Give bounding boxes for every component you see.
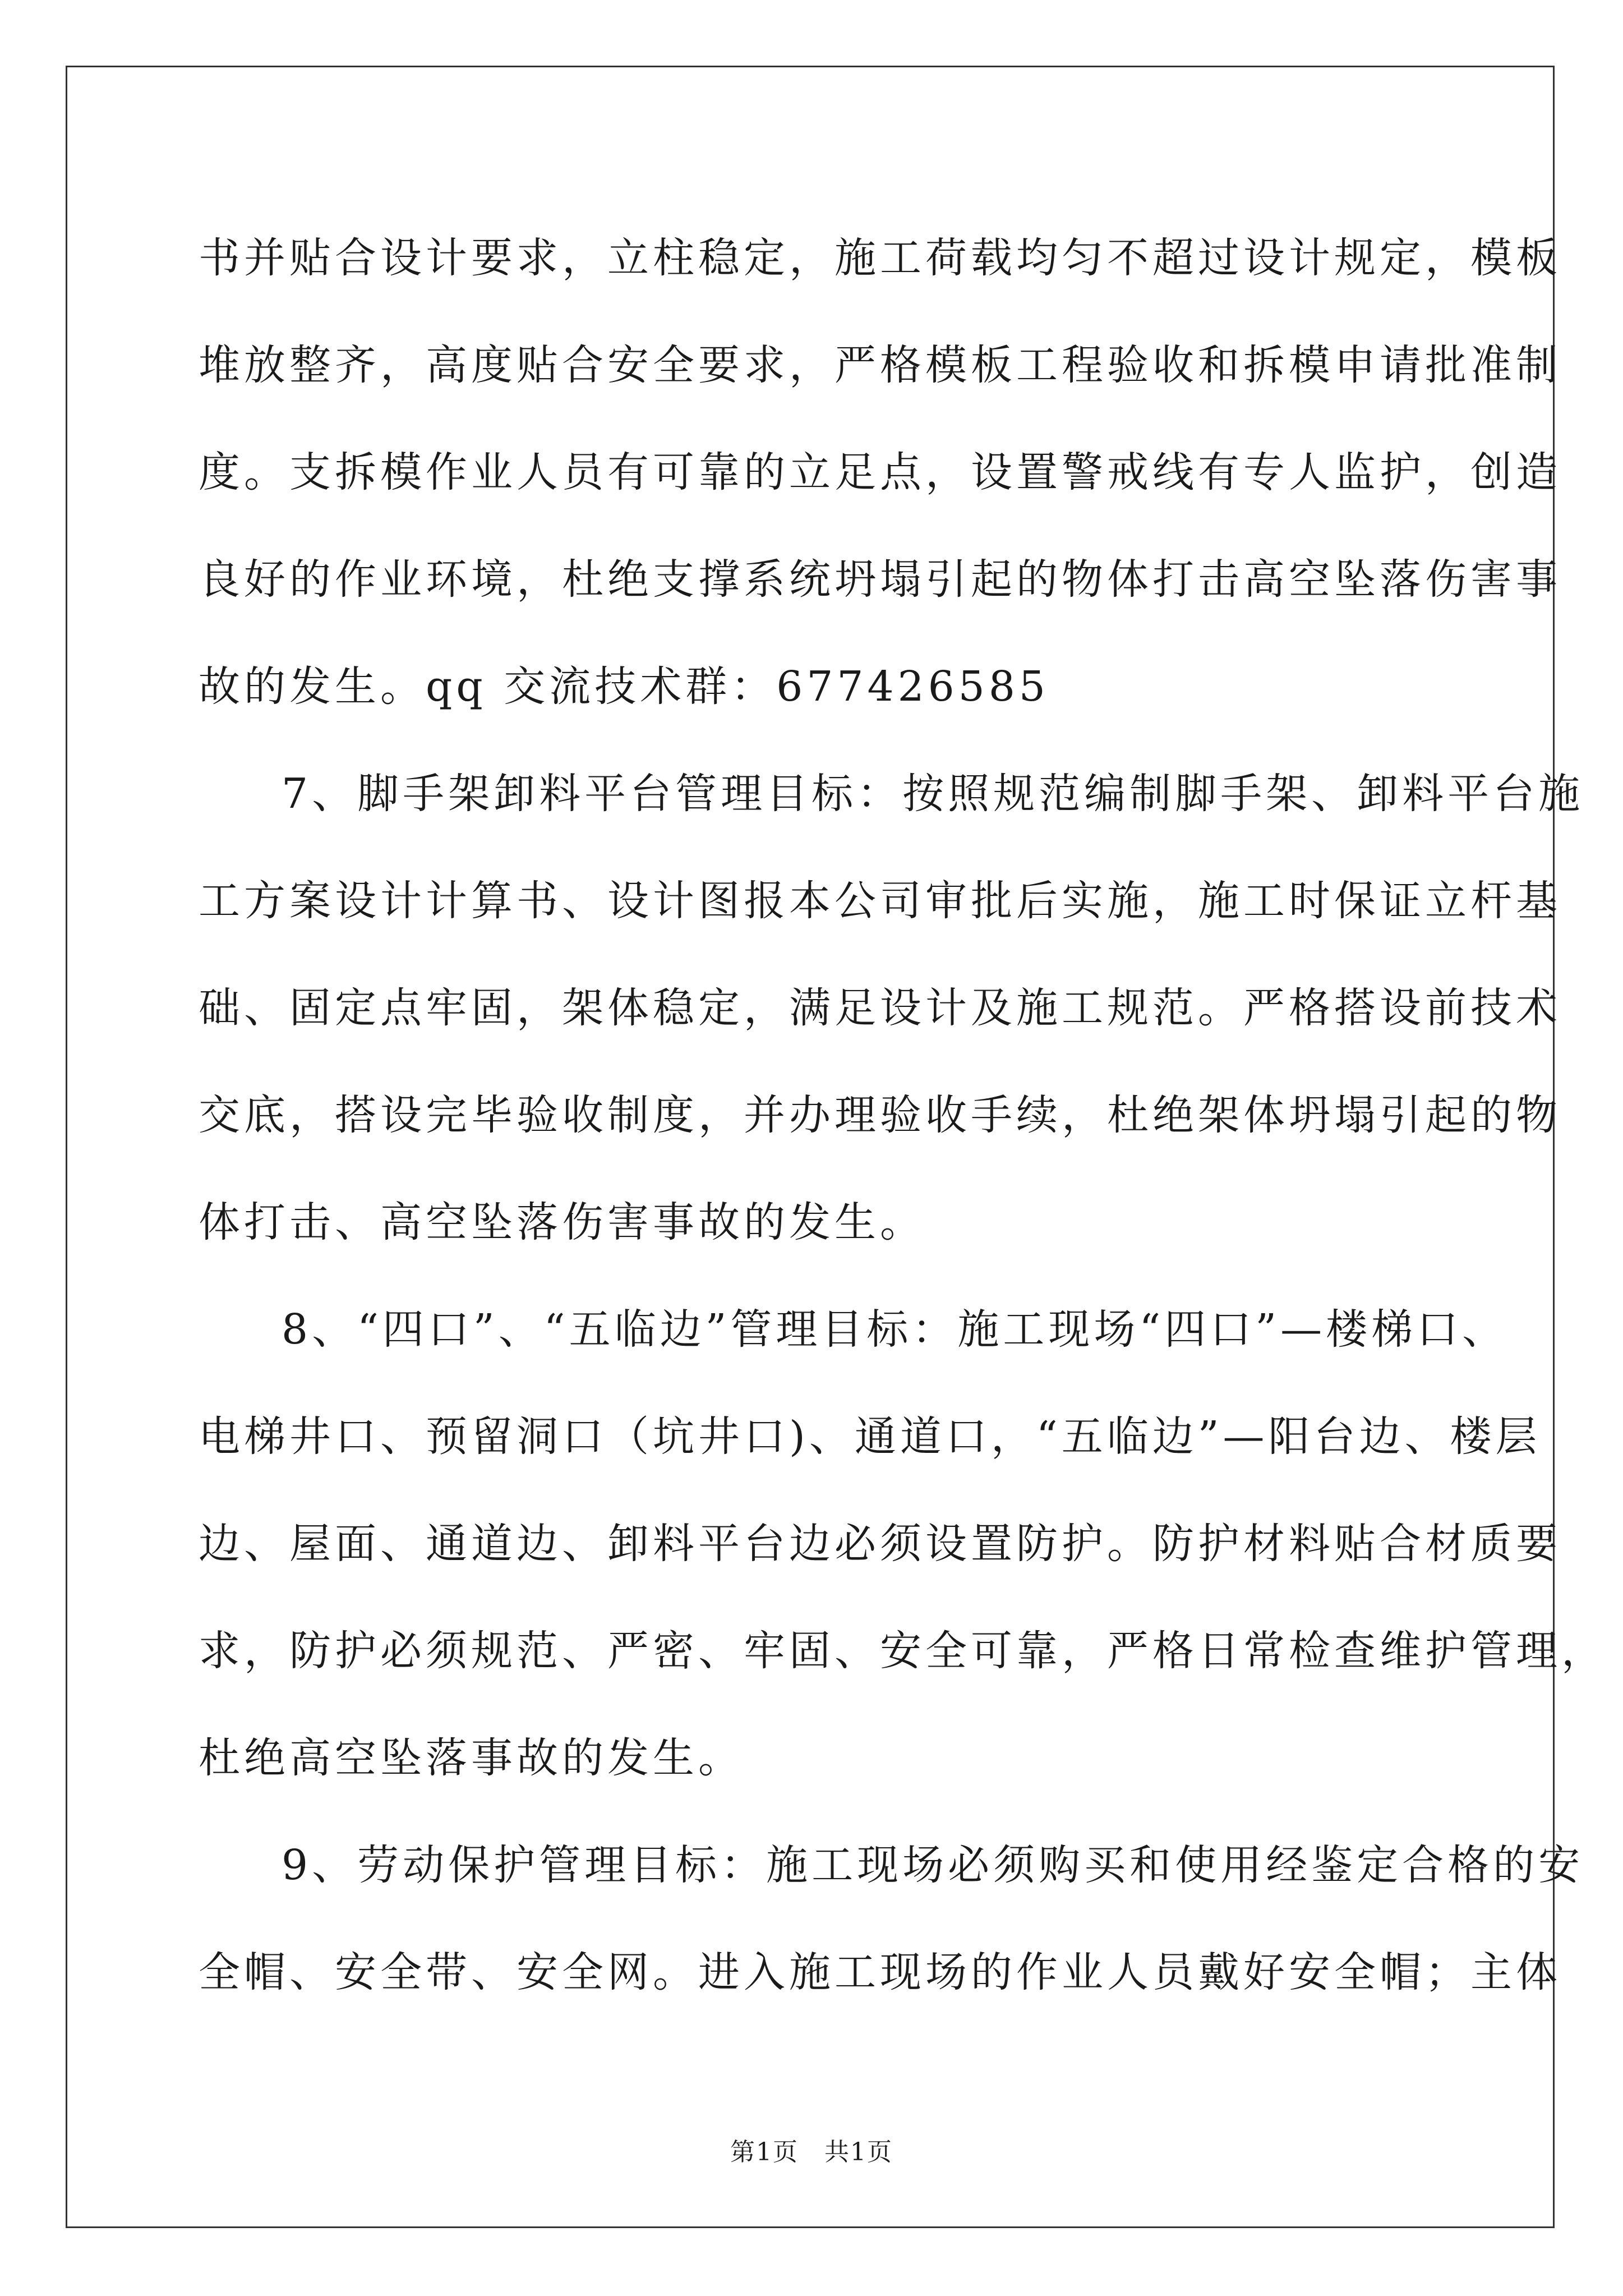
text-line: 故的发生。qq 交流技术群：677426585 (199, 662, 1049, 711)
text-line: 求，防护必须规范、严密、牢固、安全可靠，严格日常检查维护管理， (199, 1627, 1607, 1675)
text-line: 边、屋面、通道边、卸料平台边必须设置防护。防护材料贴合材质要 (199, 1520, 1561, 1568)
text-line: 电梯井口、预留洞口（坑井口)、通道口，“五临边”—阳台边、楼层 (199, 1412, 1541, 1461)
text-line: 体打击、高空坠落伤害事故的发生。 (199, 1198, 925, 1246)
paragraph-first-line: 8、“四口”、“五临边”管理目标：施工现场“四口”—楼梯口、 (282, 1305, 1508, 1354)
text-line: 书并贴合设计要求，立柱稳定，施工荷载均匀不超过设计规定，模板 (199, 234, 1561, 282)
text-line: 工方案设计计算书、设计图报本公司审批后实施，施工时保证立杆基 (199, 877, 1561, 925)
text-line: 杜绝高空坠落事故的发生。 (199, 1734, 744, 1782)
paragraph-first-line: 9、劳动保护管理目标：施工现场必须购买和使用经鉴定合格的安 (282, 1841, 1584, 1889)
paragraph-first-line: 7、脚手架卸料平台管理目标：按照规范编制脚手架、卸料平台施 (282, 770, 1584, 818)
document-body (199, 205, 1607, 2026)
page-number-footer: 第1页 共1页 (730, 2138, 893, 2166)
text-line: 堆放整齐，高度贴合安全要求，严格模板工程验收和拆模申请批准制 (199, 341, 1561, 389)
text-line: 度。支拆模作业人员有可靠的立足点，设置警戒线有专人监护，创造 (199, 448, 1561, 496)
text-line: 良好的作业环境，杜绝支撑系统坍塌引起的物体打击高空坠落伤害事 (199, 555, 1561, 604)
text-line: 交底，搭设完毕验收制度，并办理验收手续，杜绝架体坍塌引起的物 (199, 1091, 1561, 1139)
text-line: 础、固定点牢固，架体稳定，满足设计及施工规范。严格搭设前技术 (199, 984, 1561, 1032)
text-line: 全帽、安全带、安全网。进入施工现场的作业人员戴好安全帽；主体 (199, 1948, 1561, 1996)
